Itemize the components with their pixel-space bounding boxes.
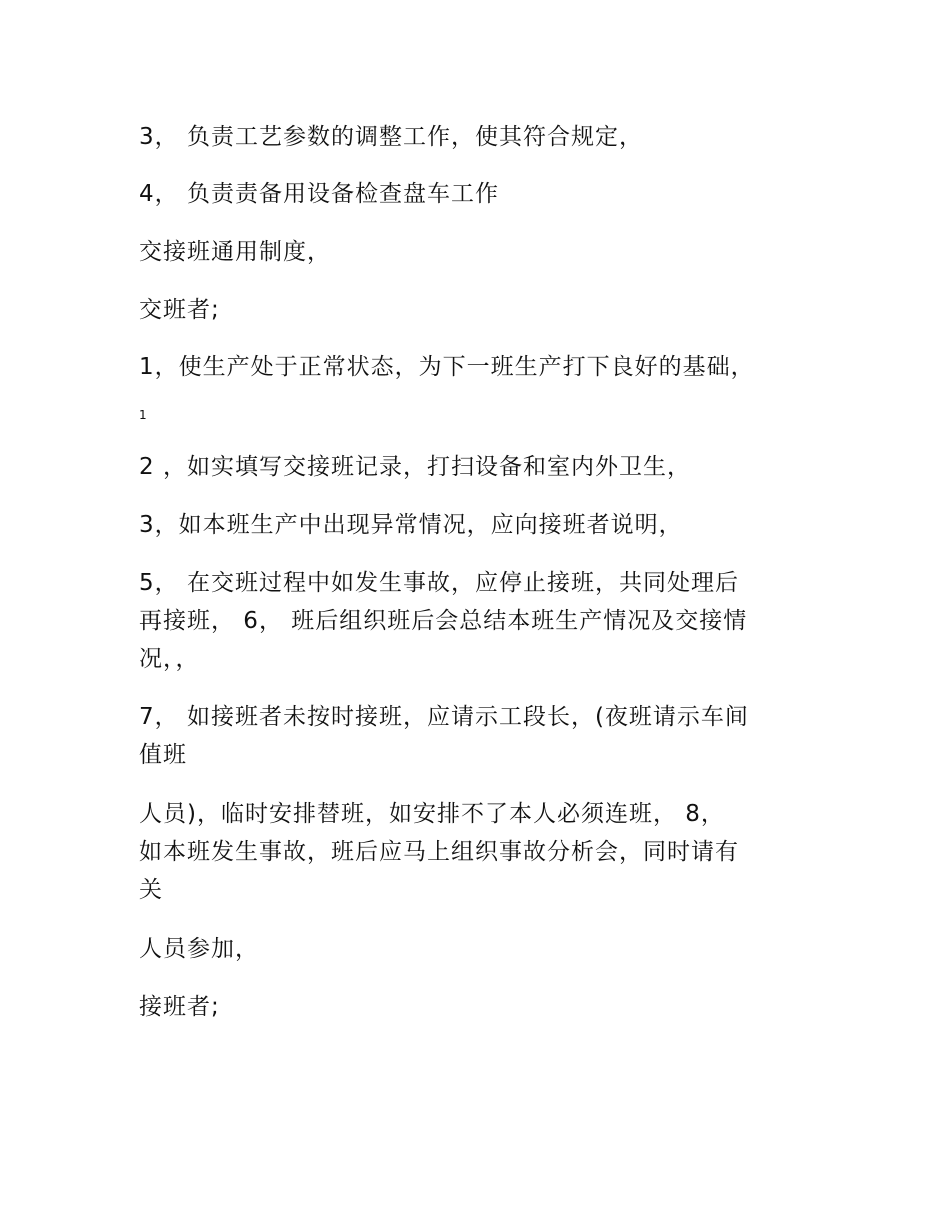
- paragraph-handover-1: 1，使生产处于正常状态，为下一班生产打下良好的基础，: [139, 354, 755, 380]
- paragraph-duty-4: 4， 负责责备用设备检查盘车工作: [139, 181, 499, 207]
- paragraph-duty-3: 3， 负责工艺参数的调整工作，使其符合规定，: [139, 124, 643, 150]
- paragraph-handover-7: 7， 如接班者未按时接班，应请示工段长，(夜班请示车间 值班: [139, 704, 749, 768]
- paragraph-handover-8: 人员)，临时安排替班，如安排不了本人必须连班， 8， 如本班发生事故，班后应马上组织事故分析会，同时请有 关: [139, 801, 739, 903]
- paragraph-takeover-heading: 接班者;: [139, 994, 220, 1020]
- paragraph-handover-3: 3，如本班生产中出现异常情况，应向接班者说明，: [139, 512, 683, 538]
- paragraph-handover-heading: 交班者;: [139, 297, 220, 323]
- paragraph-handover-5-6: 5， 在交班过程中如发生事故，应停止接班，共同处理后 再接班， 6， 班后组织班后会总结本班生产情况及交接情 况，，: [139, 570, 748, 672]
- paragraph-handover-2: 2 ，如实填写交接班记录，打扫设备和室内外卫生，: [139, 454, 691, 480]
- page-marker: 1: [139, 408, 147, 422]
- paragraph-attendance: 人员参加，: [139, 936, 259, 962]
- paragraph-section-title: 交接班通用制度，: [139, 239, 331, 265]
